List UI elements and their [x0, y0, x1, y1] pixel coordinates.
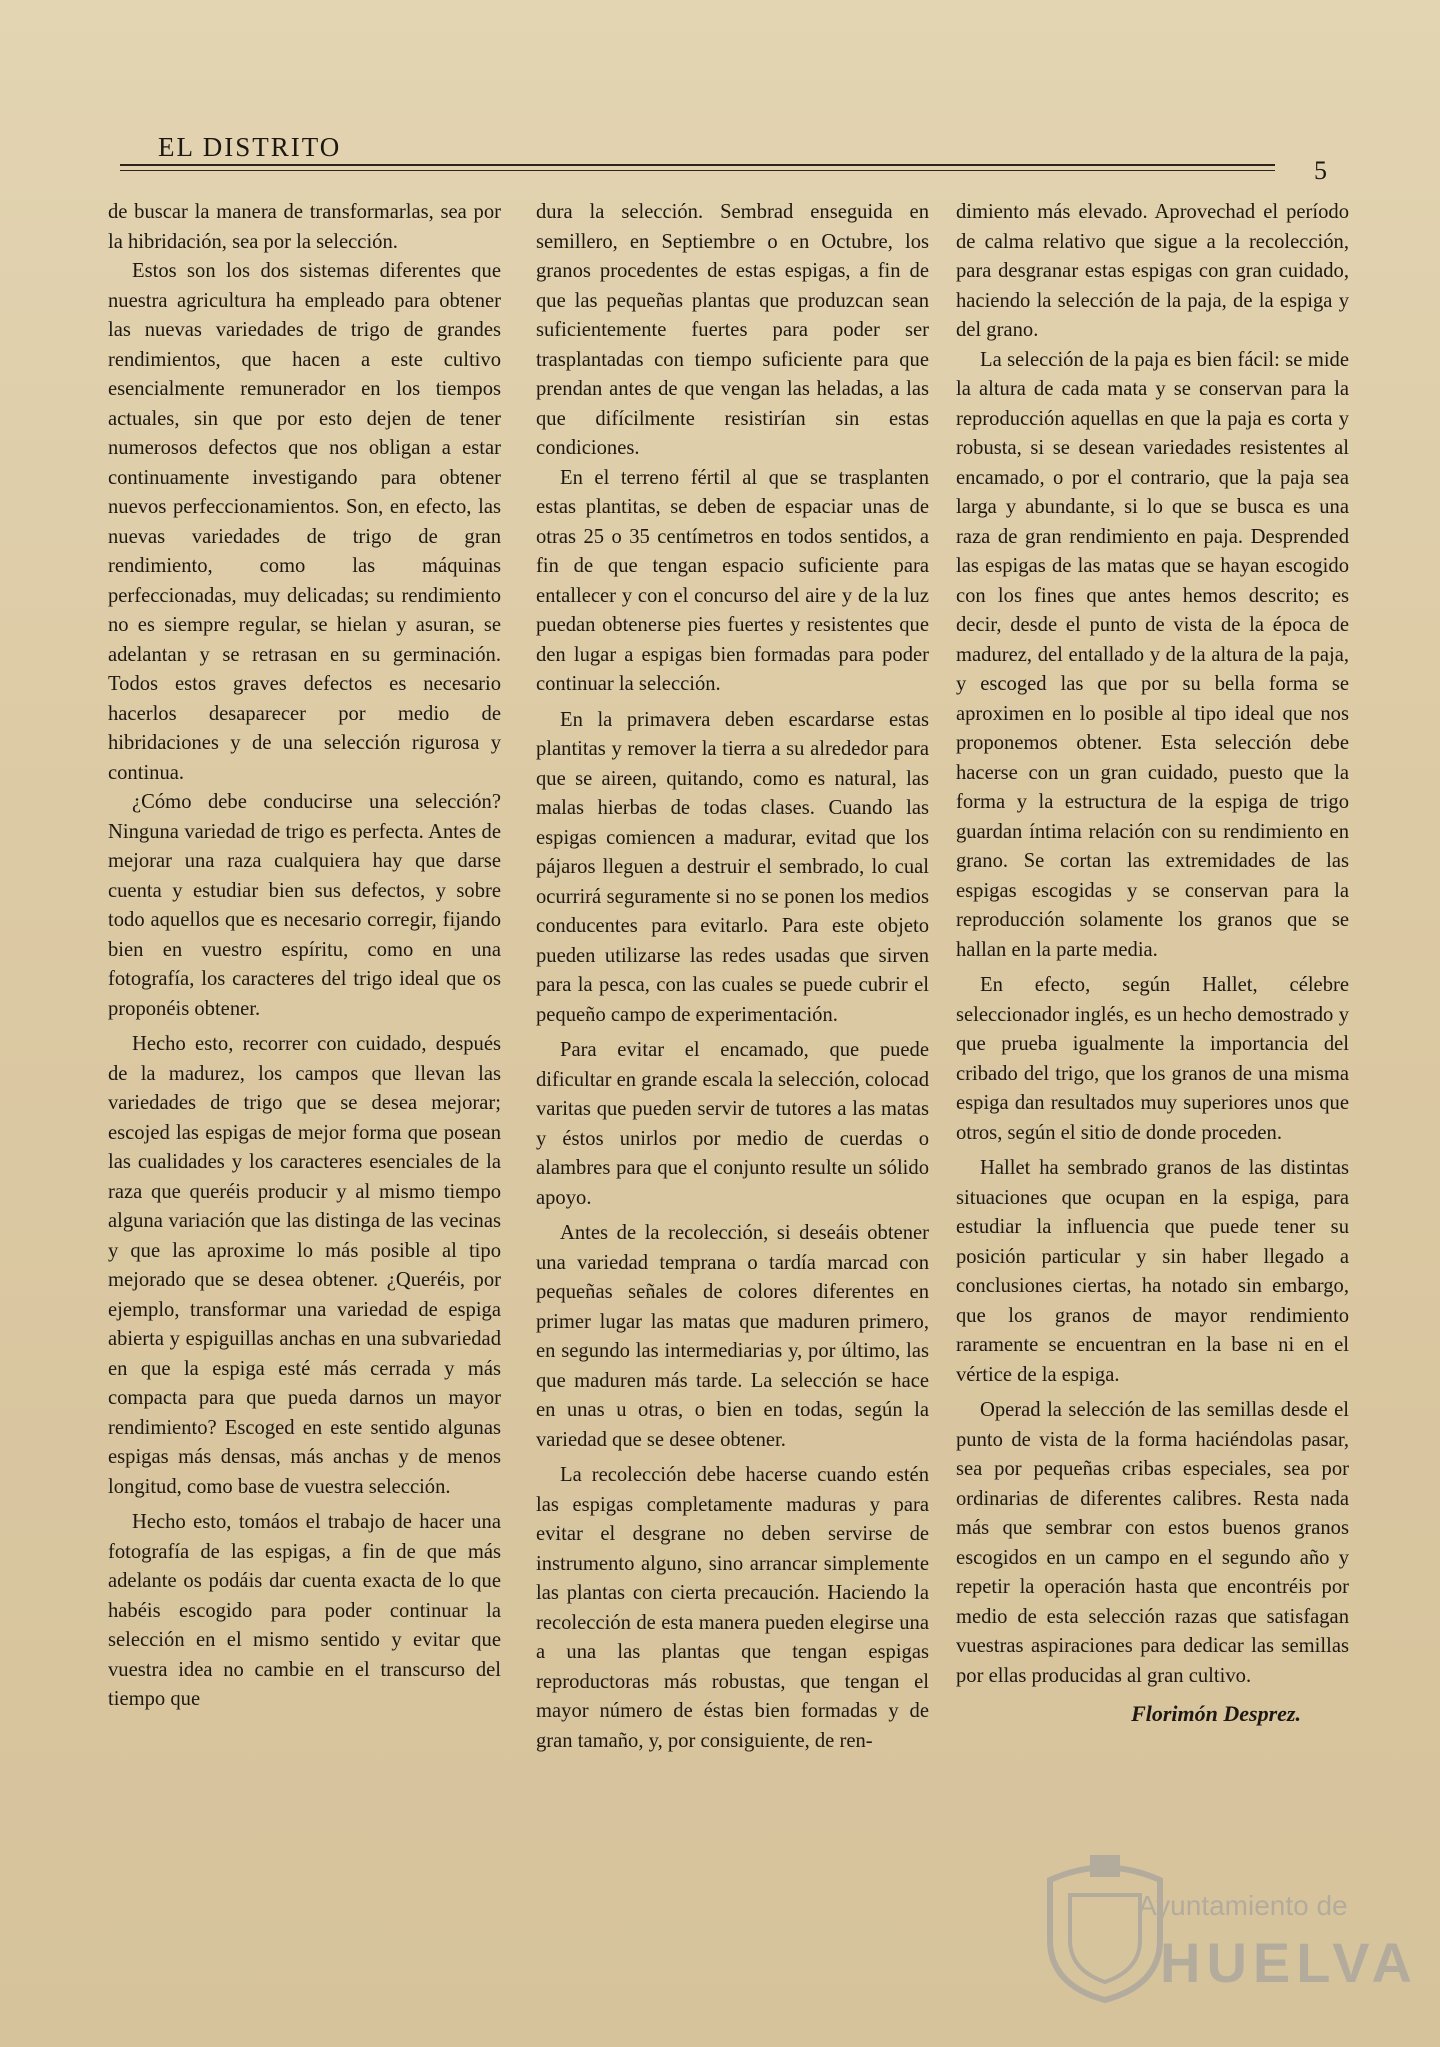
watermark-line-2: HUELVA — [1160, 1931, 1418, 1994]
paragraph: Operad la selección de las semillas desde el punto de vista de la forma haciéndolas pasar, sea por pequeñas cribas especiales, sea por ordinarias de diferentes calibres. Resta nada más que sembrar con estos buenos granos escogidos en un campo en el segundo año y repetir la operación hasta que encontréis por medio de esta selección razas que satisfagan vuestras aspiraciones para dedicar las semillas por ellas producidas al gran cultivo. — [956, 1399, 1349, 1687]
paragraph: dura la selección. Sembrad enseguida en semillero, en Septiembre o en Octubre, los granos procedentes de estas espigas, a fin de que las pequeñas plantas que produzcan sean suficientemente fuertes para poder ser trasplantadas con tiempo suficiente para que prendan antes de que vengan las heladas, a las que difícilmente resistirían sin estas condiciones. — [536, 201, 929, 459]
paragraph: Para evitar el encamado, que puede dificultar en grande escala la selección, colocad varitas que pueden servir de tutores a las matas y éstos unirlos por medio de cuerdas o alambres para que el conjunto resulte un sólido apoyo. — [536, 1039, 929, 1209]
paragraph: En la primavera deben escardarse estas plantitas y remover la tierra a su alrededor para que se aireen, quitando, como es natural, las malas hierbas de todas clases. Cuando las espigas comiencen a madurar, evitad que los pájaros lleguen a destruir el sembrado, lo cual ocurrirá seguramente si no se ponen los medios conducentes para evitarlo. Para este objeto pueden utilizarse las redes usadas que sirven para la pesca, con las cuales se puede cubrir el pequeño campo de experimentación. — [536, 708, 929, 1026]
paragraph: La recolección debe hacerse cuando estén las espigas completamente maduras y para evitar el desgrane no deben servirse de instrumento alguno, sino arrancar simplemente las plantas con cierta precaución. Haciendo la recolección de esta manera pueden elegirse una a una las plantas que tengan espigas reproductoras más robustas, que tengan el mayor número de éstas bien formadas y de gran tamaño, y, por consiguiente, de ren- — [536, 1464, 929, 1752]
column-2 — [536, 198, 929, 1756]
article-columns — [108, 198, 1358, 1928]
paragraph: Hecho esto, tomáos el trabajo de hacer una fotografía de las espigas, a fin de que más adelante os podáis dar cuenta exacta de lo que habéis escogido para poder continuar la selección en el mismo sentido y evitar que vuestra idea no cambie en el transcurso del tiempo que — [108, 1511, 501, 1710]
author-signature: Florimón Desprez. — [1131, 1701, 1301, 1726]
paragraph: ¿Cómo debe conducirse una selección? Ninguna variedad de trigo es perfecta. Antes de mejorar una raza cualquiera hay que darse cuenta y estudiar bien sus defectos, y sobre todo aquellos que es necesario corregir, fijando bien en vuestro espíritu, como en una fotografía, los caracteres del trigo ideal que os proponéis obtener. — [108, 791, 501, 1020]
paragraph: Antes de la recolección, si deseáis obtener una variedad temprana o tardía marcad con pequeñas señales de colores diferentes en primer lugar las matas que maduren primero, en segundo las intermediarias y, por último, las que maduren más tarde. La selección se hace en unas u otras, o bien en todas, según la variedad que se desee obtener. — [536, 1222, 929, 1451]
coat-of-arms-icon — [1030, 1850, 1180, 2005]
paragraph: En el terreno fértil al que se trasplanten estas plantitas, se deben de espaciar unas de otras 25 o 35 centímetros en todos sentidos, a fin de que tengan espacio suficiente para entallecer y con el concurso del aire y de la luz puedan obtenerse pies fuertes y resistentes que den lugar a espigas bien formadas para poder continuar la selección. — [536, 466, 929, 695]
column-1 — [108, 198, 501, 1715]
page-header — [120, 132, 1335, 185]
page-number: 5 — [1314, 156, 1327, 185]
paragraph: En efecto, según Hallet, célebre seleccionador inglés, es un hecho demostrado y que prueba igualmente la importancia del cribado del trigo, que los granos de una misma espiga dan resultados muy superiores unos que otros, según el sitio de donde proceden. — [956, 974, 1349, 1144]
archive-watermark — [1030, 1850, 1418, 2010]
header-rule-thin — [120, 170, 1275, 171]
paragraph: Estos son los dos sistemas diferentes que nuestra agricultura ha empleado para obtener las nuevas variedades de trigo de grandes rendimientos, que hacen a este cultivo esencialmente remunerador en los tiempos actuales, sin que por esto dejen de tener numerosos defectos que nos obligan a estar continuamente investigando para obtener nuevos perfeccionamientos. Son, en efecto, las nuevas variedades de trigo de gran rendimiento, como las máquinas perfeccionadas, muy delicadas; su rendimiento no es siempre regular, se hielan y asuran, se adelantan y se retrasan en su germinación. Todos estos graves defectos es necesario hacerlos desaparecer por medio de hibridaciones y de una selección rigurosa y continua. — [108, 260, 501, 784]
paragraph: dimiento más elevado. Aprovechad el período de calma relativo que sigue a la recolección, para desgranar estas espigas con gran cuidado, haciendo la selección de la paja, de la espiga y del grano. — [956, 201, 1349, 341]
watermark-line-1: Ayuntamiento de — [1138, 1890, 1348, 1921]
journal-title: EL DISTRITO — [158, 132, 342, 162]
paragraph: de buscar la manera de transformarlas, sea por la hibridación, sea por la selección. — [108, 201, 501, 253]
paragraph: La selección de la paja es bien fácil: se mide la altura de cada mata y se conservan para la reproducción aquellas en que la paja es corta y robusta, si se desean variedades resistentes al encamado, o por el contrario, que la paja sea larga y abundante, si lo que se busca es una raza de gran rendimiento en paja. Desprended las espigas de las matas que se hayan escogido con los fines que antes hemos descrito; es decir, desde el punto de vista de la época de madurez, del entallado y de la altura de la paja, y escoged las que por su bella forma se aproximen en lo posible al tipo ideal que nos proponemos obtener. Esta selección debe hacerse con un gran cuidado, puesto que la forma y la estructura de la espiga de trigo guardan íntima relación con su rendimiento en grano. Se cortan las extremidades de las espigas escogidas y se conservan para la reproducción solamente los granos que se hallan en la parte media. — [956, 348, 1349, 961]
paragraph: Hecho esto, recorrer con cuidado, después de la madurez, los campos que llevan las variedades de trigo que se desea mejorar; escojed las espigas de mejor forma que posean las cualidades y los caracteres esenciales de la raza que queréis producir y al mismo tiempo alguna variación que las distinga de las vecinas y que las aproxime lo más posible al tipo mejorado que se desea obtener. ¿Queréis, por ejemplo, transformar una variedad de espiga abierta y espiguillas anchas en una subvariedad en que la espiga esté más cerrada y más compacta para que pueda darnos un mayor rendimiento? Escoged en este sentido algunas espigas más densas, más anchas y de menos longitud, como base de vuestra selección. — [108, 1033, 501, 1498]
paragraph: Hallet ha sembrado granos de las distintas situaciones que ocupan en la espiga, para estudiar la influencia que puede tener su posición particular y sin haber llegado a conclusiones ciertas, ha notado sin embargo, que los granos de mayor rendimiento raramente se encuentran en la base ni en el vértice de la espiga. — [956, 1157, 1349, 1386]
column-3 — [956, 198, 1349, 1729]
header-rule — [120, 164, 1275, 166]
